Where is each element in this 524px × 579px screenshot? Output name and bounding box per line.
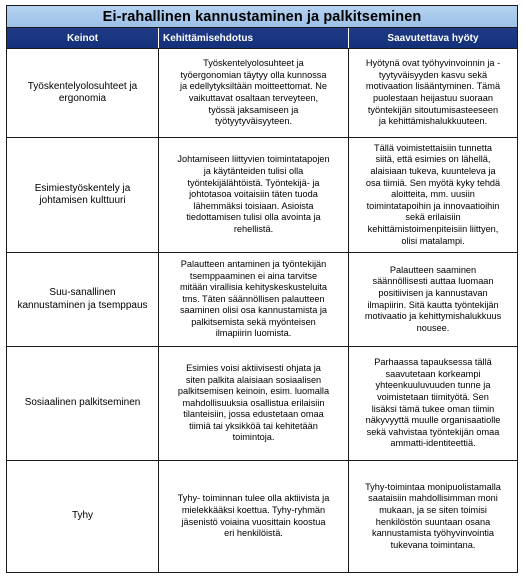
table-row <box>7 253 517 347</box>
ehdotus-cell: Palautteen antaminen ja työntekijän tsemppaaminen ei aina tarvitse mitään virallisia kehityskeskusteluita tms. Täten säännöllisen palautteen saaminen olisi osa kannustamista ja palkitsemista sekä myönteisen ilmapiirin luomista. <box>159 253 349 346</box>
table-row <box>7 138 517 253</box>
ehdotus-cell: Tyhy- toiminnan tulee olla aktiivista ja mielekkääksi koettua. Tyhy-ryhmän jäsenistö voiaina vuosittain koostua eri henkilöistä. <box>159 461 349 572</box>
hyoty-cell: Tällä voimistettaisiin tunnetta siitä, että esimies on lähellä, alaisiaan tukeva, kuunteleva ja osa tiimiä. Sen myötä kyky tehdä aloitteita, mm. uusiin toimintatapoihin ja innovaatioihin sekä erilaisiin kehittämistoimenpiteisiin liittyen, olisi matalampi. <box>349 138 517 252</box>
hyoty-cell: Hyötynä ovat työhyvinvoinnin ja - tyytyväisyyden kasvu sekä motivaation lisääntyminen. Tämä puolestaan heijastuu suoraan työntekijän sitoutumisasteeseen ja kehittämishalukkuuteen. <box>349 49 517 137</box>
header-saavutettava-hyoty: Saavutettava hyöty <box>387 32 479 44</box>
ehdotus-cell: Esimies voisi aktiivisesti ohjata ja siten palkita alaisiaan sosiaalisen palkitsemisen keinoin, esim. luomalla mahdollisuuksia osallistua erilaisiin tilanteisiin, jossa edustetaan omaa tiimiä tai yksikköä tai kehitetään toimintoja. <box>159 347 349 460</box>
ehdotus-cell: Johtamiseen liittyvien toimintatapojen ja käytänteiden tulisi olla työntekijälähtöistä. Työntekijä- ja johtotasoa voitaisiin täten tuoda lähemmäksi toisiaan. Asioista tiedottamisen tulisi olla avointa ja rehellistä. <box>159 138 349 252</box>
header-row <box>7 28 517 49</box>
header-kehittamisehdotus: Kehittämisehdotus <box>159 28 349 48</box>
keino-cell: Työskentelyolosuhteet ja ergonomia <box>7 49 159 137</box>
hyoty-cell: Tyhy-toimintaa monipuolistamalla saataisiin mahdollisimman moni mukaan, ja se siten toimisi henkilöstön suuntaan osana kannustamista työhyvinvointia tukevana toimintana. <box>349 461 517 572</box>
header-keinot: Keinot <box>7 28 159 48</box>
keino-cell: Tyhy <box>7 461 159 572</box>
keino-cell: Esimiestyöskentely ja johtamisen kulttuuri <box>7 138 159 252</box>
hyoty-cell: Parhaassa tapauksessa tällä saavutetaan korkeampi yhteenkuuluvuuden tunne ja voimistetaan tiimityötä. Sen lisäksi tämä tukee oman tiimin näkyvyyttä muulle organisaatiolle sekä vahvistaa työntekijän omaa ammatti-identiteettiä. <box>349 347 517 460</box>
table-title: Ei-rahallinen kannustaminen ja palkitseminen <box>7 6 517 28</box>
table-row <box>7 347 517 461</box>
ehdotus-cell: Työskentelyolosuhteet ja työergonomian täytyy olla kunnossa ja edellytyksiltään moitteettomat. Ne vaikuttavat osaltaan terveyteen, työssä jaksamiseen ja työtyytyväisyyteen. <box>159 49 349 137</box>
hyoty-cell: Palautteen saaminen säännöllisesti auttaa luomaan positiivisen ja kannustavan ilmapiirin. Sitä kautta työntekijän motivaatio ja kehittymishalukkuus nousee. <box>349 253 517 346</box>
keino-cell: Suu-sanallinen kannustaminen ja tsemppaus <box>7 253 159 346</box>
keino-cell: Sosiaalinen palkitseminen <box>7 347 159 460</box>
incentive-table <box>6 5 518 573</box>
table-row <box>7 49 517 138</box>
table-row <box>7 461 517 572</box>
